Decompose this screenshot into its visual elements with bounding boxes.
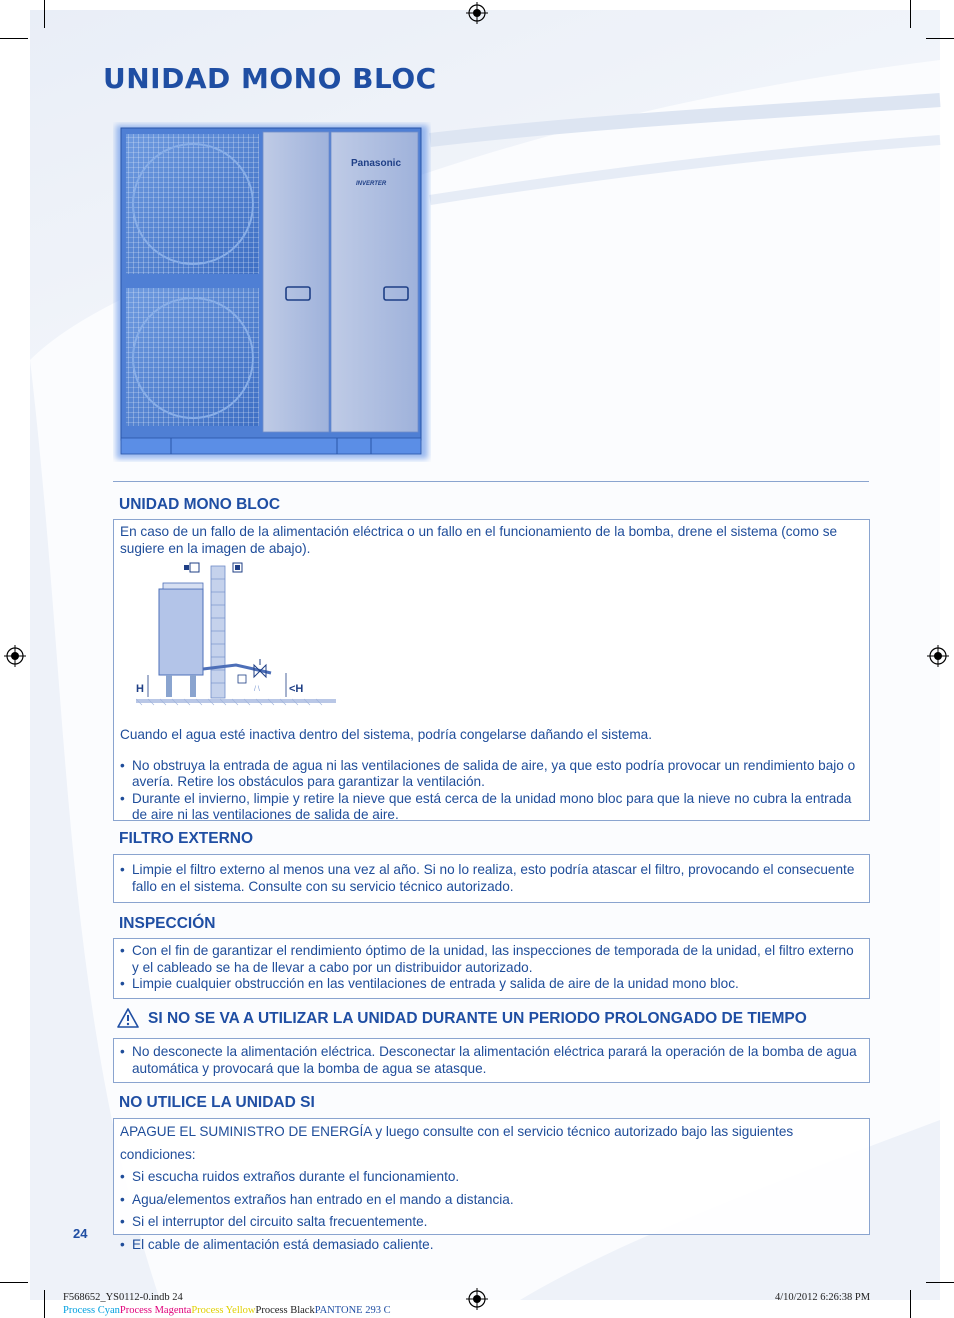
mono-bloc-unit-illustration — [113, 122, 431, 462]
filter-box — [113, 854, 870, 903]
section-divider — [113, 481, 869, 482]
crop-mark — [44, 0, 45, 28]
list-item: • No desconecte la alimentación eléctrica. Desconectar la alimentación eléctrica parará la operación de la bomba de agua automática y provocará que la bomba de agua se atasque. — [120, 1044, 857, 1076]
process-color-magenta: Process Magenta — [119, 1305, 192, 1316]
svg-text:/ \: / \ — [254, 686, 260, 693]
list-item: • Durante el invierno, limpie y retire la nieve que está cerca de la unidad mono bloc para que la nieve no cubra la entrada de aire ni las ventilaciones de salida de aire. — [120, 790, 852, 822]
list-item: • Si escucha ruidos extraños durante el funcionamiento. — [120, 1169, 460, 1184]
section-heading-do-not-use: NO UTILICE LA UNIDAD SI — [119, 1094, 315, 1111]
do-not-use-intro: APAGUE EL SUMINISTRO DE ENERGÍA y luego consulte con el servicio técnico autorizado bajo las siguientes condiciones: — [120, 1124, 794, 1162]
list-item: • No obstruya la entrada de agua ni las ventilaciones de salida de aire, ya que esto podría provocar un rendimiento bajo o avería. Retire los obstáculos para garantizar la ventilación. — [120, 757, 856, 789]
long-period-box — [113, 1038, 870, 1083]
list-item: • Con el fin de garantizar el rendimiento óptimo de la unidad, las inspecciones de temporada de la unidad, el filtro externo y el cableado se ha de llevar a cabo por un distribuidor autorizado. — [120, 943, 854, 975]
crop-mark — [44, 1290, 45, 1318]
crop-mark — [0, 38, 28, 39]
crop-mark — [910, 1290, 911, 1318]
brand-logo: Panasonic — [351, 158, 402, 169]
process-color-bar — [63, 1305, 391, 1316]
crop-mark — [0, 1282, 28, 1283]
crop-mark — [910, 0, 911, 28]
section-heading-long-period: SI NO SE VA A UTILIZAR LA UNIDAD DURANTE UN PERIODO PROLONGADO DE TIEMPO — [148, 1010, 807, 1027]
mono-bloc-box — [113, 519, 870, 821]
registration-mark-icon — [4, 645, 26, 667]
section-heading-filter: FILTRO EXTERNO — [119, 830, 254, 847]
registration-mark-icon — [927, 645, 949, 667]
inspection-box — [113, 938, 870, 999]
section-heading-inspection: INSPECCIÓN — [119, 915, 216, 932]
section-heading-mono-bloc: UNIDAD MONO BLOC — [119, 496, 281, 513]
process-color-pantone: PANTONE 293 C — [314, 1305, 391, 1316]
warning-icon — [117, 1008, 139, 1028]
crop-mark — [926, 38, 954, 39]
registration-mark-icon — [466, 1288, 488, 1310]
process-color-cyan: Process Cyan — [63, 1305, 120, 1316]
process-color-black: Process Black — [255, 1305, 315, 1316]
list-item: • Si el interruptor del circuito salta frecuentemente. — [120, 1214, 428, 1229]
inverter-badge: INVERTER — [356, 181, 387, 187]
footer-timestamp: 4/10/2012 6:26:38 PM — [775, 1292, 871, 1303]
diagram-h-label: H — [136, 683, 144, 695]
footer-file-name: F568652_YS0112-0.indb 24 — [63, 1292, 183, 1303]
mono-bloc-freeze-note: Cuando el agua esté inactiva dentro del sistema, podría congelarse dañando el sistema. — [120, 727, 653, 742]
drain-diagram — [136, 561, 381, 709]
process-color-yellow: Process Yellow — [191, 1305, 256, 1316]
crop-mark — [926, 1282, 954, 1283]
list-item: • El cable de alimentación está demasiado caliente. — [120, 1236, 434, 1252]
page-number: 24 — [73, 1226, 88, 1241]
list-item: • Limpie el filtro externo al menos una vez al año. Si no lo realiza, esto podría atascar el filtro, provocando el consecuente fallo en el sistema. Consulte con su servicio técnico autorizado. — [120, 862, 855, 894]
registration-mark-icon — [466, 2, 488, 24]
diagram-less-h-label: <H — [289, 683, 304, 695]
do-not-use-box — [113, 1118, 870, 1252]
list-item: • Limpie cualquier obstrucción en las ventilaciones de entrada y salida de aire de la unidad mono bloc. — [120, 976, 739, 991]
mono-bloc-intro: En caso de un fallo de la alimentación eléctrica o un fallo en el funcionamiento de la bomba, drene el sistema (como se sugiere en la imagen de abajo). — [120, 524, 838, 556]
list-item: • Agua/elementos extraños han entrado en el mando a distancia. — [120, 1191, 514, 1207]
page-title: UNIDAD MONO BLOC — [103, 62, 437, 95]
